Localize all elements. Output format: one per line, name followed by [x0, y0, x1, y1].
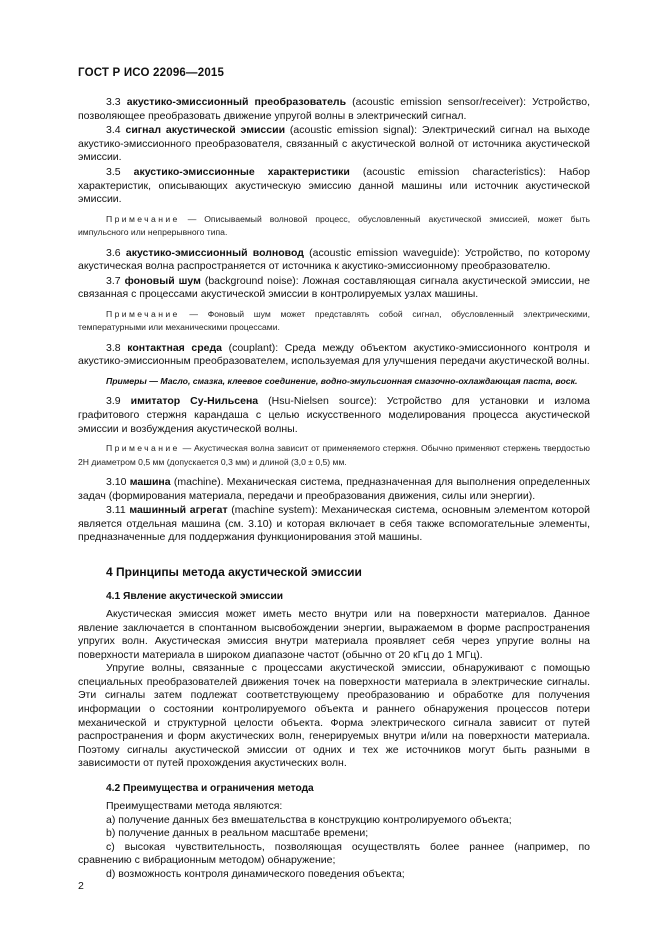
definition-3-10: 3.10 машина (machine). Механическая система, предназначенная для выполнения определенных задач (формирования материала, передачи и преобразования движения, силы или энергии). [78, 475, 590, 502]
definition-3-7: 3.7 фоновый шум (background noise): Ложная составляющая сигнала акустической эмиссии, не связанная с процессами акустической эмиссии в контролируемых узлах машины. [78, 274, 590, 301]
list-item-d: d) возможность контроля динамического поведения объекта; [106, 868, 405, 880]
definition-3-6: 3.6 акустико-эмиссионный волновод (acoustic emission waveguide): Устройство, по которому акустическая волна распространяется от источника к акустико-эмиссионному преобразователю. [78, 246, 590, 273]
section-4-1-paragraph-2: Упругие волны, связанные с процессами акустической эмиссии, обнаруживают с помощью специальных преобразователей движения точек на поверхности материала в электрические сигналы. Эти сигналы затем подлежат соответствующему преобразованию и обработке для получения информации о состоянии контролируемого объекта и раннего обнаружения процессов потери механической и структурной целости объекта. Форма электрического сигнала зависит от путей распространения и форм акустических волн, генерируемых внутри и/или на поверхности материала. Поэтому сигналы акустической эмиссии от одних и тех же источников могут быть разными в зависимости от путей прохождения акустических волн. [78, 662, 590, 770]
definition-3-11: 3.11 машинный агрегат (machine system): Механическая система, основным элементом которой является отдельная машина (см. 3.10) и которая включает в себя также вспомогательные элементы, предназначенные для поддержания функционирования этой машины. [78, 504, 590, 544]
note-3: Примечание — Акустическая волна зависит от применяемого стержня. Обычно применяют стержень твердостью 2H диаметром 0,5 мм (допускается 0,3 мм) и длиной (3,0 ± 0,5) мм. [78, 443, 590, 467]
document-body [78, 95, 590, 882]
definition-3-8: 3.8 контактная среда (couplant): Среда между объектом акустико-эмиссионного контроля и акустико-эмиссионным преобразователем, используемая для улучшения передачи акустической волны. [78, 341, 590, 368]
note-1: Примечание — Описываемый волновой процесс, обусловленный акустической эмиссией, может быть импульсного или непрерывного типа. [78, 213, 590, 238]
definition-3-5: 3.5 акустико-эмиссионные характеристики (acoustic emission characteristics): Набор характеристик, описывающих акустическую эмиссию данной машины или источник акустической эмиссии. [78, 165, 591, 206]
list-item-b: b) получение данных в реальном масштабе времени; [106, 827, 369, 840]
note-2: Примечание — Фоновый шум может представлять собой сигнал, обусловленный электрическими, температурными или механическими процессами. [78, 308, 590, 333]
definition-3-9: 3.9 имитатор Су-Нильсена (Hsu-Nielsen source): Устройство для установки и излома графитового стержня карандаша с целью искусственного моделирования процесса акустической эмиссии и возбуждения акустической волны. [78, 395, 590, 435]
section-4-2-intro: Преимуществами метода являются: [106, 800, 283, 813]
page-number: 2 [78, 880, 84, 892]
section-4-1-paragraph-1: Акустическая эмиссия может иметь место внутри или на поверхности материалов. Данное явление заключается в спонтанном высвобождении энергии, выражаемом в форме распространения упругих волн. Акустическая эмиссия внутри материала проявляет себя через упругие волны на поверхности материала в широком диапазоне частот (обычно от 20 кГц до 1 МГц). [78, 607, 590, 661]
definitions-group-e [78, 476, 590, 545]
section-4-1-heading: 4.1 Явление акустической эмиссии [106, 590, 283, 602]
definitions-group-b [78, 247, 590, 302]
definitions-group-a [78, 96, 590, 207]
list-item-a: a) получение данных без вмешательства в конструкцию контролируемого объекта; [106, 813, 512, 826]
definition-3-4: 3.4 сигнал акустической эмиссии (acoustic emission signal): Электрический сигнал на выходе акустико-эмиссионного преобразователя, связанный с акустической волной от источника акустической эмиссии. [78, 124, 591, 164]
document-header: ГОСТ Р ИСО 22096—2015 [78, 67, 225, 79]
example-note: Примеры — Масло, смазка, клеевое соединение, водно-эмульсионная смазочно-охлаждающая паста, воск. [106, 375, 578, 386]
list-item-c: c) высокая чувствительность, позволяющая осуществлять более раннее (например, по сравнению с вибрационным методом) обнаружение; [78, 840, 590, 867]
definition-3-3: 3.3 акустико-эмиссионный преобразователь (acoustic emission sensor/receiver): Устройство, позволяющее преобразовать движение упругой волны в электрический сигнал. [78, 96, 591, 122]
section-4-2-heading: 4.2 Преимущества и ограничения метода [106, 783, 314, 795]
section-4-heading: 4 Принципы метода акустической эмиссии [106, 564, 362, 579]
